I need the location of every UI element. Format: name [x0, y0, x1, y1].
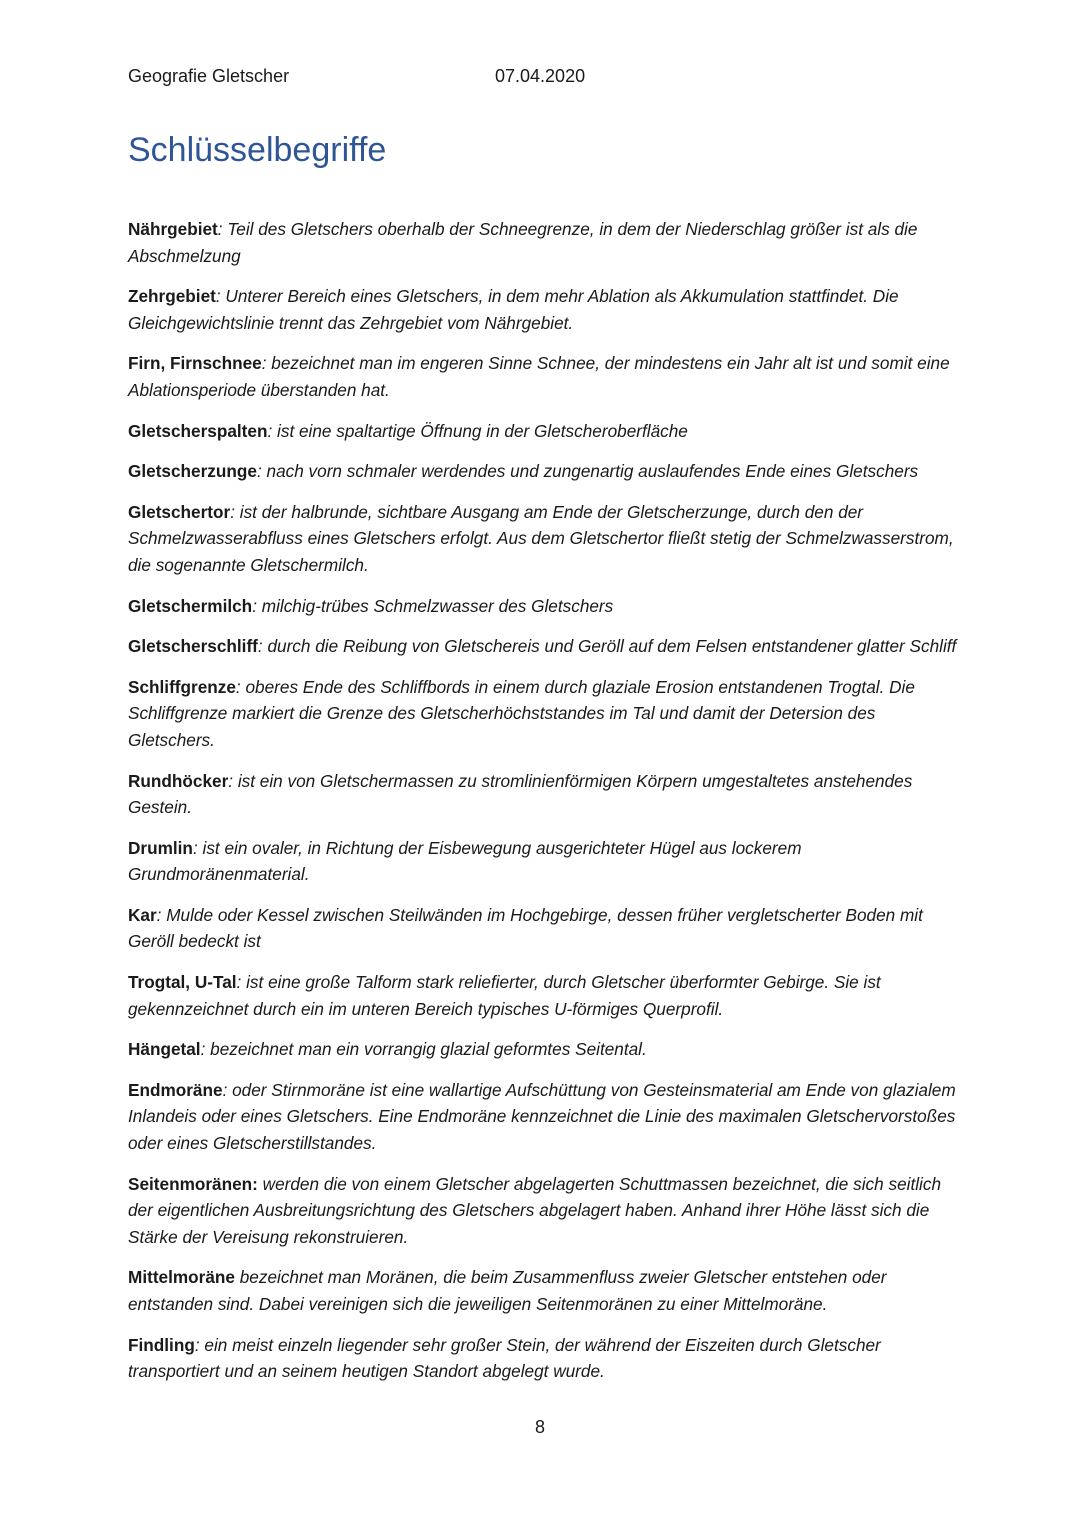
- term-definition: ist ein von Gletschermassen zu stromlinienförmigen Körpern umgestaltetes anstehendes Gestein.: [128, 770, 913, 818]
- term-separator: :: [217, 219, 228, 239]
- term-definition: Unterer Bereich eines Gletschers, in dem mehr Ablation als Akkumulation stattfindet. Die Gleichgewichtslinie trennt das Zehrgebiet vom Nährgebiet.: [128, 286, 899, 333]
- header-date: 07.04.2020: [495, 66, 586, 86]
- term-separator: :: [192, 837, 203, 858]
- term-name: Gletscherschliff: [128, 636, 258, 657]
- term-entry: [128, 216, 958, 269]
- term-entry: [128, 458, 958, 485]
- term-name: Drumlin: [128, 837, 193, 858]
- term-definition: durch die Reibung von Gletschereis und Geröll auf dem Felsen entstandener glatter Schliff: [267, 636, 957, 657]
- term-name: Gletschertor: [128, 501, 231, 522]
- term-name: Rundhöcker: [128, 770, 229, 791]
- term-separator: :: [156, 904, 167, 925]
- term-name: Gletschermilch: [128, 595, 253, 616]
- header-subject: Geografie Gletscher: [128, 66, 290, 86]
- term-name: Seitenmoränen:: [128, 1173, 258, 1194]
- term-definition: bezeichnet man ein vorrangig glazial geformtes Seitental.: [210, 1039, 647, 1060]
- term-name: Firn, Firnschnee: [128, 353, 262, 374]
- term-definition: ein meist einzeln liegender sehr großer Stein, der während der Eiszeiten durch Gletscher transportiert und an seinem heutigen Standort abgelegt wurde.: [128, 1334, 881, 1382]
- term-entry: [128, 1036, 958, 1063]
- term-entry: [128, 1171, 958, 1251]
- term-separator: :: [261, 353, 272, 374]
- term-definition: Teil des Gletschers oberhalb der Schneegrenze, in dem der Niederschlag größer ist als die Abschmelzung: [128, 219, 918, 266]
- term-separator: :: [228, 770, 238, 791]
- term-definition: ist ein ovaler, in Richtung der Eisbewegung ausgerichteter Hügel aus lockerem Grundmoränenmaterial.: [128, 837, 802, 885]
- term-entry: [128, 593, 958, 620]
- term-list: [128, 216, 958, 1399]
- term-entry: [128, 768, 958, 821]
- term-definition: bezeichnet man Moränen, die beim Zusammenfluss zweier Gletscher entstehen oder entstanden sind. Dabei vereinigen sich die jeweiligen Seitenmoränen zu einer Mittelmoräne.: [128, 1267, 887, 1314]
- term-separator: :: [230, 501, 240, 522]
- term-definition: oder Stirnmoräne ist eine wallartige Aufschüttung von Gesteinsmaterial am Ende von glazialem Inlandeis oder eines Gletschers. Eine Endmoräne kennzeichnet die Linie des maximalen Gletschervorstoßes oder eines Gletscherstillstandes.: [128, 1079, 956, 1154]
- term-name: Findling: [128, 1334, 195, 1355]
- term-separator: :: [194, 1334, 205, 1355]
- term-entry: [128, 1264, 958, 1317]
- term-definition: Mulde oder Kessel zwischen Steilwänden im Hochgebirge, dessen früher vergletscherter Boden mit Geröll bedeckt ist: [128, 904, 923, 952]
- term-name: Endmoräne: [128, 1079, 223, 1100]
- term-separator: :: [222, 1079, 233, 1100]
- term-definition: bezeichnet man im engeren Sinne Schnee, der mindestens ein Jahr alt ist und somit eine Ablationsperiode überstanden hat.: [128, 353, 950, 400]
- term-entry: [128, 283, 958, 336]
- term-name: Nährgebiet: [128, 219, 218, 239]
- term-definition: nach vorn schmaler werdendes und zungenartig auslaufendes Ende eines Gletschers: [266, 461, 919, 482]
- term-entry: [128, 1077, 958, 1157]
- page-number: 8: [534, 1417, 545, 1437]
- term-entry: [128, 969, 958, 1022]
- term-name: Kar: [128, 904, 157, 925]
- term-separator: :: [235, 676, 246, 697]
- term-name: Gletscherzunge: [128, 461, 257, 482]
- term-definition: ist eine spaltartige Öffnung in der Gletscheroberfläche: [277, 420, 688, 441]
- term-separator: :: [236, 972, 247, 993]
- term-name: Zehrgebiet: [128, 286, 216, 307]
- term-entry: [128, 633, 958, 660]
- term-definition: milchig-trübes Schmelzwasser des Gletschers: [261, 595, 614, 616]
- term-name: Mittelmoräne: [128, 1267, 235, 1288]
- term-separator: :: [257, 636, 268, 657]
- term-entry: [128, 835, 958, 888]
- term-name: Trogtal, U-Tal: [128, 972, 237, 993]
- term-entry: [128, 418, 958, 445]
- term-separator: :: [252, 595, 262, 616]
- term-separator: :: [215, 286, 226, 307]
- term-definition: ist eine große Talform stark reliefierter, durch Gletscher überformter Gebirge. Sie ist gekennzeichnet durch ein im unteren Bereich typisches U-förmiges Querprofil.: [128, 972, 881, 1019]
- term-separator: :: [256, 461, 267, 482]
- term-definition: ist der halbrunde, sichtbare Ausgang am Ende der Gletscherzunge, durch den der Schmelzwasserabfluss eines Gletschers erfolgt. Aus dem Gletschertor fließt stetig der Schmelzwasserstrom, die sogenannte Gletschermilch.: [128, 501, 954, 575]
- term-entry: [128, 350, 958, 403]
- term-entry: [128, 902, 958, 955]
- term-name: Gletscherspalten: [128, 420, 268, 441]
- term-entry: [128, 1332, 958, 1385]
- term-name: Schliffgrenze: [128, 676, 236, 697]
- term-entry: [128, 674, 958, 754]
- term-entry: [128, 499, 958, 579]
- term-definition: oberes Ende des Schliffbords in einem durch glaziale Erosion entstandenen Trogtal. Die Schliffgrenze markiert die Grenze des Gletscherhöchststandes im Tal und damit der Detersion des Gletschers.: [128, 676, 915, 750]
- page-title: Schlüsselbegriffe: [128, 131, 387, 169]
- term-definition: werden die von einem Gletscher abgelagerten Schuttmassen bezeichnet, die sich seitlich der eigentlichen Ausbreitungsrichtung des Gletschers abgelagert haben. Anhand ihrer Höhe lässt sich die Stärke der Vereisung rekonstruieren.: [128, 1173, 942, 1247]
- term-separator: :: [200, 1039, 211, 1060]
- term-name: Hängetal: [128, 1039, 201, 1060]
- term-separator: :: [267, 420, 278, 441]
